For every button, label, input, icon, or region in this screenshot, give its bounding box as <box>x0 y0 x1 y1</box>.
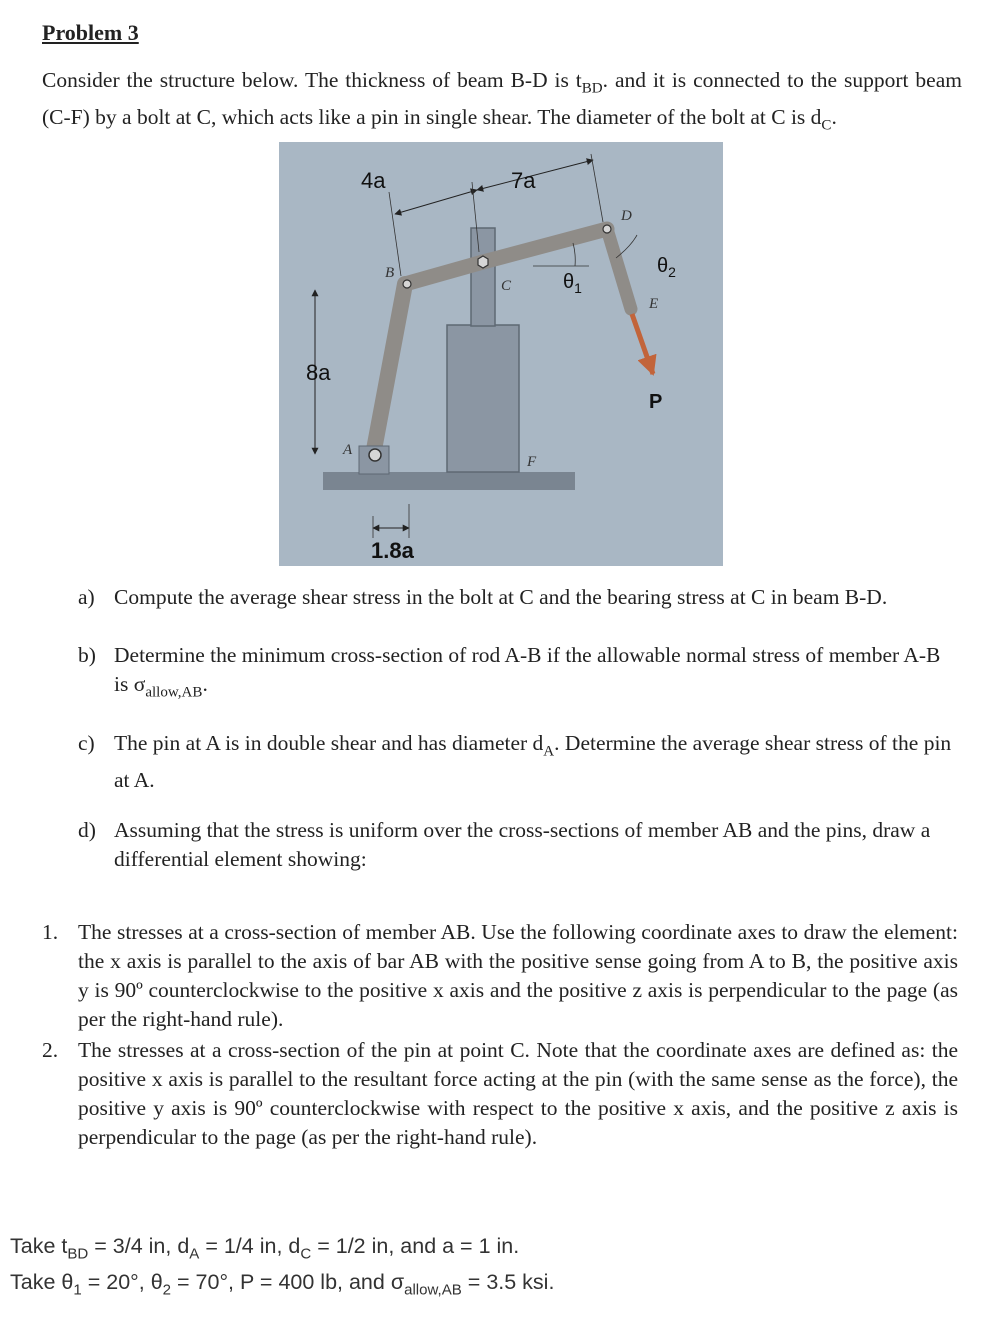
question-c <box>78 729 958 795</box>
given-1-dc-sub: C <box>300 1245 312 1263</box>
given-2-th1-sub: 1 <box>73 1281 82 1299</box>
question-b <box>78 641 958 707</box>
label-point-b: B <box>385 265 395 281</box>
given-values-line-2 <box>10 1270 554 1298</box>
intro-part1: Consider the structure below. The thickness of beam B-D is t <box>42 68 582 92</box>
intro-sub1: BD <box>581 80 603 97</box>
label-8a: 8a <box>306 360 331 385</box>
given-2-th1-val: = 20°, θ <box>81 1270 163 1294</box>
intro-part3: . <box>831 105 837 130</box>
structure-diagram <box>279 142 723 566</box>
label-4a: 4a <box>361 168 386 193</box>
label-theta1-sub: 1 <box>574 280 582 296</box>
label-theta2-sub: 2 <box>668 264 676 280</box>
question-c-text-pre: The pin at A is in double shear and has diameter d <box>114 731 544 755</box>
pin-d <box>603 225 611 233</box>
pin-b <box>403 280 411 288</box>
given-2-sig-sub: allow,AB <box>404 1281 462 1299</box>
label-theta2-symbol: θ <box>657 255 669 277</box>
intro-sub2: C <box>821 117 832 134</box>
label-7a: 7a <box>511 168 536 193</box>
given-2-sig-val: = 3.5 ksi. <box>461 1270 555 1294</box>
question-b-letter: b) <box>78 643 96 667</box>
subitem-2 <box>42 1036 958 1152</box>
label-point-d: D <box>621 208 632 224</box>
label-theta1-symbol: θ <box>563 271 575 293</box>
question-b-text <box>114 641 958 707</box>
given-1-t-sub: BD <box>67 1245 89 1263</box>
label-load-p: P <box>649 391 663 413</box>
given-1-dc-val: = 1/2 in, and a = 1 in. <box>311 1234 520 1258</box>
given-2-th2-sub: 2 <box>162 1281 172 1299</box>
question-b-text-pre: Determine the minimum cross-section of rod A-B if the allowable normal stress of member A-B is σ <box>114 643 941 696</box>
question-c-letter: c) <box>78 731 95 755</box>
given-1-take: Take t <box>10 1234 68 1258</box>
label-point-a: A <box>343 442 353 458</box>
ground <box>323 472 575 490</box>
question-c-sub: A <box>543 743 555 760</box>
label-point-f: F <box>527 454 537 470</box>
label-1-8a: 1.8a <box>371 538 414 563</box>
question-d <box>78 816 958 874</box>
question-b-sub: allow,AB <box>145 684 203 701</box>
given-1-da-sub: A <box>189 1245 200 1263</box>
question-c-text-post: . Determine the average shear stress of the pin at A. <box>114 731 952 793</box>
given-2-take: Take θ <box>10 1270 74 1294</box>
subitem-2-text: The stresses at a cross-section of the pin at point C. Note that the coordinate axes are defined as: the positive x axis is parallel to the resultant force acting at the pin (with the same sense as the force), the positive y axis is 90º counterclockwise with respect to the positive x axis, and the positive z axis is perpendicular to the page (as per the right-hand rule). <box>78 1038 958 1149</box>
question-d-letter: d) <box>78 818 96 842</box>
question-d-text: Assuming that the stress is uniform over the cross-sections of member AB and the pins, draw a differential element showing: <box>114 818 931 871</box>
given-1-da-val: = 1/4 in, d <box>199 1234 301 1258</box>
support-column <box>447 325 519 472</box>
subitem-1 <box>42 918 958 1034</box>
label-point-e: E <box>649 296 659 312</box>
given-2-th2-val: = 70°, P = 400 lb, and σ <box>171 1270 405 1294</box>
question-c-text <box>114 729 958 795</box>
given-values-line-1 <box>10 1234 519 1262</box>
label-point-c: C <box>501 278 512 294</box>
structure-figure <box>279 142 723 566</box>
subitem-2-number: 2. <box>42 1038 59 1062</box>
question-b-text-post: . <box>202 672 208 696</box>
bolt-c <box>478 256 488 268</box>
question-a-text: Compute the average shear stress in the bolt at C and the bearing stress at C in beam B-D. <box>114 585 888 609</box>
question-a <box>78 583 958 612</box>
question-a-letter: a) <box>78 585 95 609</box>
problem-title: Problem 3 <box>42 20 139 45</box>
subitem-1-text: The stresses at a cross-section of member AB. Use the following coordinate axes to draw the element: the x axis is parallel to the axis of bar AB with the positive sense going from A to B, the positive axis y is 90º counterclockwise to the positive x axis and the positive z axis is perpendicular to the page (as per the right-hand rule). <box>78 920 958 1031</box>
given-1-t-val: = 3/4 in, d <box>88 1234 190 1258</box>
intro-part2: . and it is connected to the support beam (C-F) by a bolt at C, which acts like a pin in single shear. The diameter of the bolt at C is d <box>42 68 962 130</box>
subitem-1-number: 1. <box>42 920 59 944</box>
problem-intro <box>42 66 962 141</box>
pin-a <box>369 449 381 461</box>
support-post <box>471 228 495 326</box>
